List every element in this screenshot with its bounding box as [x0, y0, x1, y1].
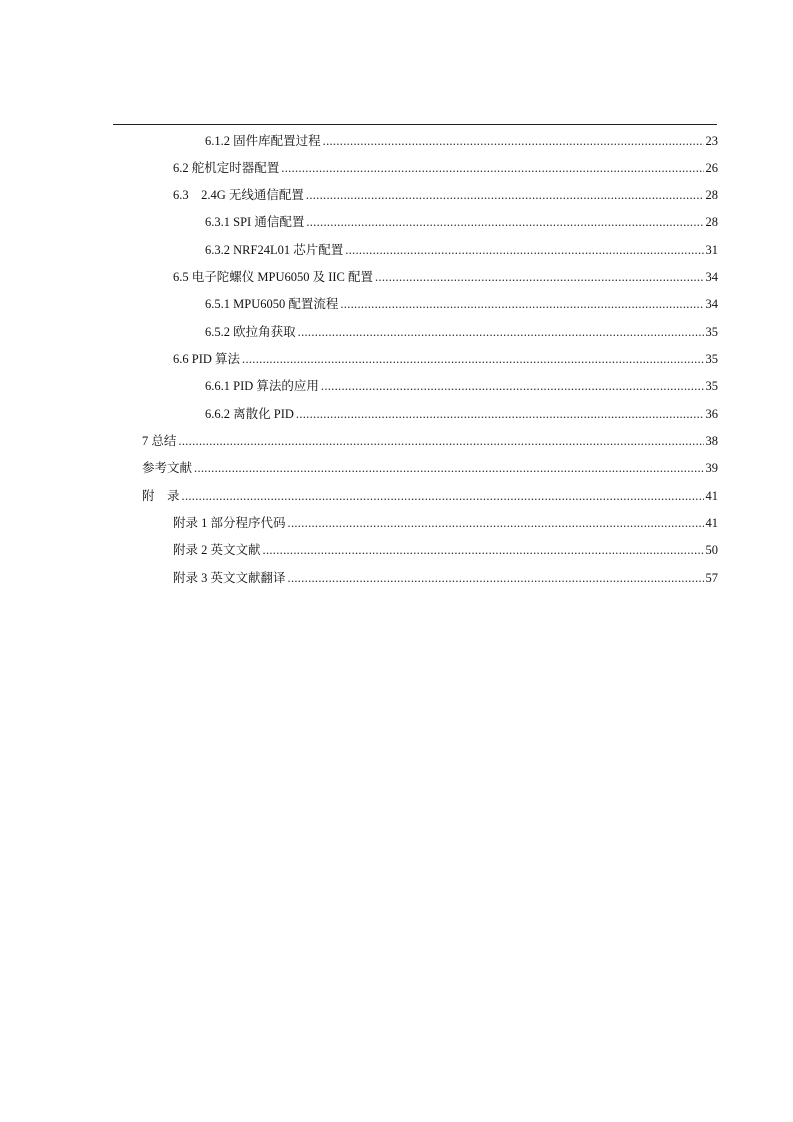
toc-entry[interactable]	[142, 428, 718, 455]
toc-entry[interactable]	[173, 155, 718, 182]
toc-entry-label: 附录 1 部分程序代码	[173, 516, 286, 530]
toc-entry[interactable]	[205, 128, 718, 155]
toc-entry[interactable]	[173, 537, 718, 564]
toc-entry-page: 23	[705, 134, 718, 148]
toc-entry[interactable]	[205, 291, 718, 318]
toc-entry-page: 35	[705, 325, 718, 339]
toc-entry-label: 参考文献	[142, 461, 193, 475]
toc-entry-label: 附 录	[142, 489, 180, 503]
toc-entry-label: 6.1.2 固件库配置过程	[205, 134, 321, 148]
toc-leader-dots	[288, 510, 704, 537]
toc-entry[interactable]	[205, 401, 718, 428]
toc-entry[interactable]	[173, 565, 718, 592]
toc-entry[interactable]	[142, 455, 718, 482]
toc-leader-dots	[194, 455, 703, 482]
toc-entry-label: 6.2 舵机定时器配置	[173, 161, 280, 175]
toc-entry-page: 26	[705, 161, 718, 175]
toc-entry-page: 41	[705, 516, 718, 530]
toc-leader-dots	[296, 401, 704, 428]
toc-leader-dots	[242, 346, 703, 373]
toc-leader-dots	[182, 483, 704, 510]
toc-entry-page: 35	[705, 379, 718, 393]
toc-entry-page: 34	[705, 270, 718, 284]
toc-entry-label: 附录 2 英文文献	[173, 543, 261, 557]
toc-leader-dots	[288, 565, 704, 592]
toc-leader-dots	[298, 319, 704, 346]
toc-entry[interactable]	[173, 510, 718, 537]
toc-leader-dots	[306, 209, 703, 236]
toc-entry-page: 28	[705, 215, 718, 229]
toc-leader-dots	[281, 155, 703, 182]
toc-entry-label: 6.3 2.4G 无线通信配置	[173, 188, 304, 202]
toc-entry-page: 28	[705, 188, 718, 202]
toc-entry-page: 39	[705, 461, 718, 475]
toc-entry-page: 38	[705, 434, 718, 448]
toc-entry[interactable]	[205, 319, 718, 346]
toc-entry-page: 31	[705, 243, 718, 257]
toc-entry[interactable]	[173, 182, 718, 209]
toc-entry-page: 35	[705, 352, 718, 366]
toc-entry-label: 6.6 PID 算法	[173, 352, 241, 366]
toc-entry-label: 6.5 电子陀螺仪 MPU6050 及 IIC 配置	[173, 270, 374, 284]
toc-entry[interactable]	[205, 237, 718, 264]
toc-entry-page: 36	[705, 407, 718, 421]
toc-leader-dots	[321, 373, 704, 400]
toc-leader-dots	[375, 264, 703, 291]
toc-entry-page: 41	[705, 489, 718, 503]
toc-leader-dots	[263, 537, 704, 564]
toc-entry[interactable]	[142, 483, 718, 510]
toc-entry[interactable]	[173, 346, 718, 373]
toc-entry-label: 附录 3 英文文献翻译	[173, 571, 286, 585]
toc-entry-label: 6.3.1 SPI 通信配置	[205, 215, 305, 229]
toc-leader-dots	[306, 182, 704, 209]
toc-entry[interactable]	[173, 264, 718, 291]
toc-entry-label: 6.5.1 MPU6050 配置流程	[205, 297, 339, 311]
toc-leader-dots	[323, 128, 704, 155]
toc-entry[interactable]	[205, 209, 718, 236]
toc-entry-label: 6.5.2 欧拉角获取	[205, 325, 296, 339]
toc-entry-page: 50	[705, 543, 718, 557]
toc-entry-label: 6.3.2 NRF24L01 芯片配置	[205, 243, 344, 257]
toc-entry-label: 6.6.2 离散化 PID	[205, 407, 294, 421]
toc-leader-dots	[178, 428, 703, 455]
header-rule	[113, 124, 717, 125]
toc-entry-label: 7 总结	[142, 434, 177, 448]
toc-entry-page: 34	[705, 297, 718, 311]
toc-entry[interactable]	[205, 373, 718, 400]
toc-leader-dots	[340, 291, 703, 318]
toc-leader-dots	[345, 237, 703, 264]
toc-entry-label: 6.6.1 PID 算法的应用	[205, 379, 319, 393]
toc-entry-page: 57	[705, 571, 718, 585]
